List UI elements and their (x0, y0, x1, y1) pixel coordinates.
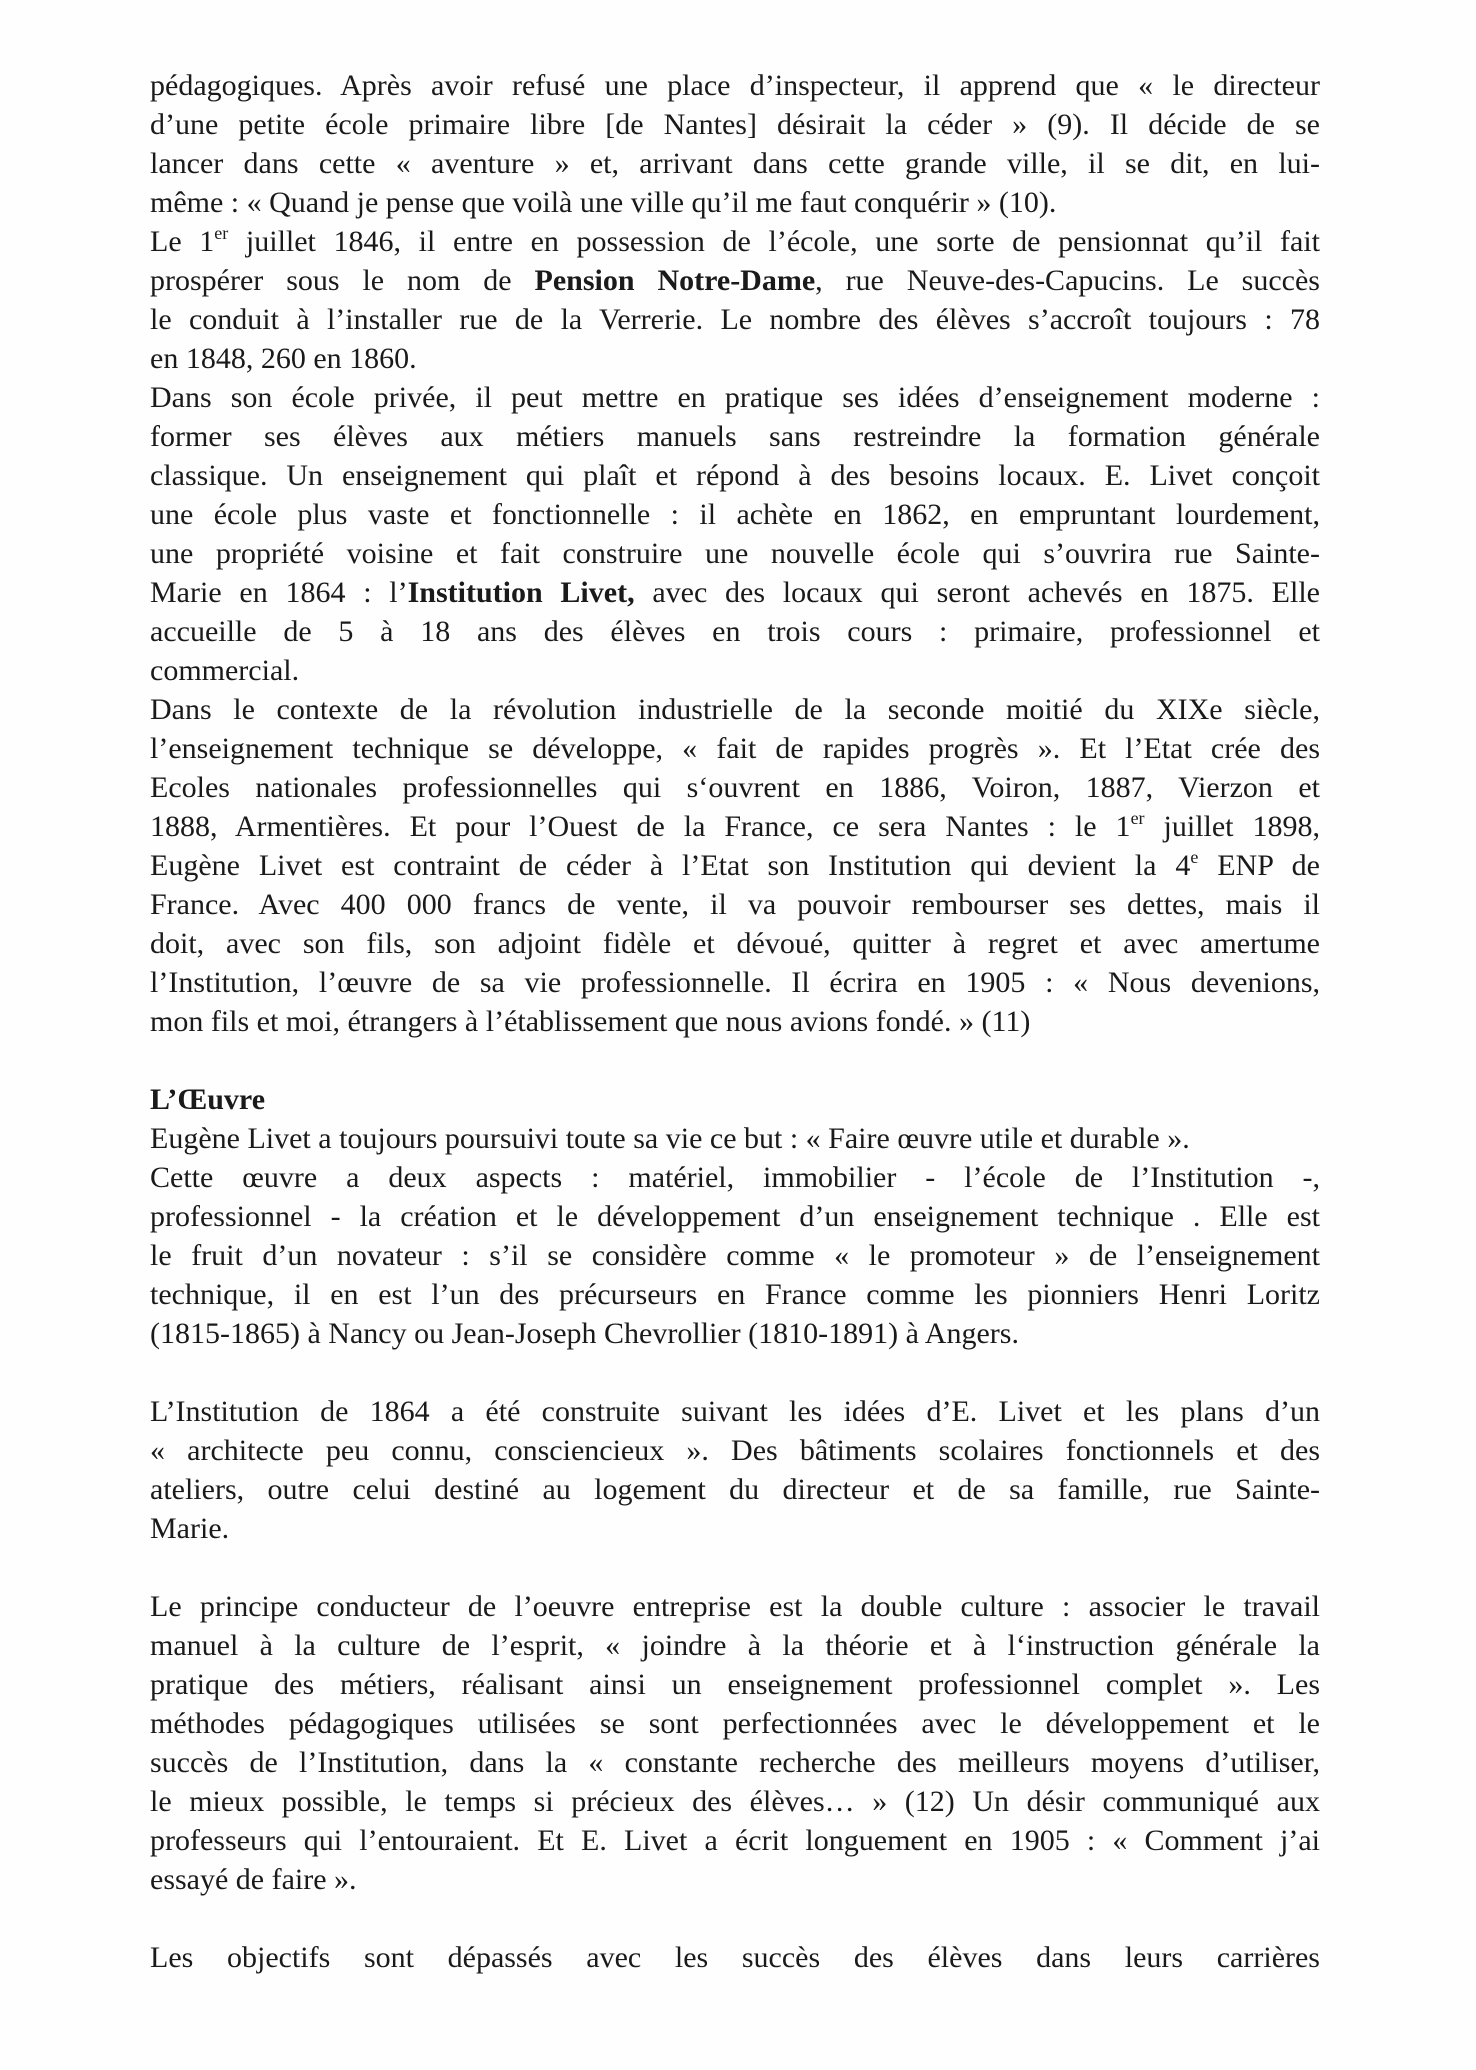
text-line: classique. Un enseignement qui plaît et répond à des besoins locaux. E. Livet conçoit (150, 459, 1320, 492)
text-line: essayé de faire ». (150, 1863, 357, 1896)
text-span: juillet 1846, il entre en possession de l’école, une sorte de pensionnat qu’il fait (228, 225, 1320, 258)
superscript: er (214, 223, 229, 243)
paragraph-4 (150, 690, 1320, 1041)
text-line: ateliers, outre celui destiné au logement du directeur et de sa famille, rue Sainte- (150, 1473, 1320, 1506)
paragraph-6 (150, 1392, 1320, 1548)
superscript: er (1130, 808, 1145, 828)
text-line: technique, il en est l’un des précurseurs en France comme les pionniers Henri Loritz (150, 1278, 1320, 1311)
paragraph-2 (150, 222, 1320, 378)
paragraph-gap (150, 1548, 1320, 1587)
paragraph-gap (150, 1041, 1320, 1080)
bold-name: Pension Notre-Dame (534, 264, 816, 297)
paragraph-gap (150, 1353, 1320, 1392)
text-line: Le principe conducteur de l’oeuvre entreprise est la double culture : associer le travail (150, 1590, 1320, 1623)
bold-name: Institution Livet, (407, 576, 635, 609)
paragraph-7 (150, 1587, 1320, 1899)
text-line: lancer dans cette « aventure » et, arrivant dans cette grande ville, il se dit, en lui- (150, 147, 1320, 180)
text-line: Cette œuvre a deux aspects : matériel, immobilier - l’école de l’Institution -, (150, 1161, 1320, 1194)
text-line: le conduit à l’installer rue de la Verrerie. Le nombre des élèves s’accroît toujours : 78 (150, 303, 1320, 336)
text-line: Marie. (150, 1512, 230, 1545)
text-line: l’enseignement technique se développe, « fait de rapides progrès ». Et l’Etat crée des (150, 732, 1320, 765)
text-span: 1888, Armentières. Et pour l’Ouest de la France, ce sera Nantes : le 1 (150, 810, 1131, 843)
text-line: le fruit d’un novateur : s’il se considère comme « le promoteur » de l’enseignement (150, 1239, 1320, 1272)
text-line: succès de l’Institution, dans la « constante recherche des meilleurs moyens d’utiliser, (150, 1746, 1320, 1779)
section-heading: L’Œuvre (150, 1083, 266, 1116)
text-line: une école plus vaste et fonctionnelle : il achète en 1862, en empruntant lourdement, (150, 498, 1320, 531)
text-line: professionnel - la création et le développement d’un enseignement technique . Elle est (150, 1200, 1320, 1233)
text-span: prospérer sous le nom de (150, 264, 535, 297)
text-line: doit, avec son fils, son adjoint fidèle et dévoué, quitter à regret et avec amertume (150, 927, 1320, 960)
text-line: accueille de 5 à 18 ans des élèves en trois cours : primaire, professionnel et (150, 615, 1320, 648)
text-span: avec des locaux qui seront achevés en 1875. Elle (634, 576, 1320, 609)
text-line: manuel à la culture de l’esprit, « joindre à la théorie et à l‘instruction générale la (150, 1629, 1320, 1662)
paragraph-3 (150, 378, 1320, 690)
text-line (150, 261, 1320, 300)
text-line: Dans le contexte de la révolution industrielle de la seconde moitié du XIXe siècle, (150, 693, 1320, 726)
text-line: Dans son école privée, il peut mettre en pratique ses idées d’enseignement moderne : (150, 381, 1320, 414)
text-span: , rue Neuve-des-Capucins. Le succès (815, 264, 1320, 297)
document-body (150, 66, 1320, 1977)
text-line: Ecoles nationales professionnelles qui s‘ouvrent en 1886, Voiron, 1887, Vierzon et (150, 771, 1320, 804)
text-line: professeurs qui l’entouraient. Et E. Livet a écrit longuement en 1905 : « Comment j’ai (150, 1824, 1320, 1857)
text-line: commercial. (150, 654, 300, 687)
text-line: France. Avec 400 000 francs de vente, il va pouvoir rembourser ses dettes, mais il (150, 888, 1320, 921)
text-line: mon fils et moi, étrangers à l’établissement que nous avions fondé. » (11) (150, 1005, 1031, 1038)
text-line (150, 807, 1320, 846)
text-line: « architecte peu connu, consciencieux ». Des bâtiments scolaires fonctionnels et des (150, 1434, 1320, 1467)
paragraph-1 (150, 66, 1320, 222)
text-line: le mieux possible, le temps si précieux des élèves… » (12) Un désir communiqué aux (150, 1785, 1320, 1818)
paragraph-8 (150, 1938, 1320, 1977)
text-span: Marie en 1864 : l’ (150, 576, 408, 609)
text-span: Eugène Livet est contraint de céder à l’Etat son Institution qui devient la 4 (150, 849, 1191, 882)
text-line (150, 222, 1320, 261)
text-line: pratique des métiers, réalisant ainsi un enseignement professionnel complet ». Les (150, 1668, 1320, 1701)
text-span: Le 1 (150, 225, 215, 258)
text-line (150, 573, 1320, 612)
text-span: ENP de (1198, 849, 1320, 882)
paragraph-gap (150, 1899, 1320, 1938)
text-line: L’Institution de 1864 a été construite suivant les idées d’E. Livet et les plans d’un (150, 1395, 1320, 1428)
text-line: même : « Quand je pense que voilà une ville qu’il me faut conquérir » (10). (150, 186, 1057, 219)
text-span: juillet 1898, (1144, 810, 1320, 843)
paragraph-5 (150, 1119, 1320, 1353)
text-line: former ses élèves aux métiers manuels sans restreindre la formation générale (150, 420, 1320, 453)
text-line: méthodes pédagogiques utilisées se sont perfectionnées avec le développement et le (150, 1707, 1320, 1740)
text-line: Les objectifs sont dépassés avec les succès des élèves dans leurs carrières (150, 1941, 1320, 1974)
text-line: Eugène Livet a toujours poursuivi toute sa vie ce but : « Faire œuvre utile et durable ». (150, 1122, 1190, 1155)
text-line: en 1848, 260 en 1860. (150, 342, 417, 375)
text-line: (1815-1865) à Nancy ou Jean-Joseph Chevrollier (1810-1891) à Angers. (150, 1317, 1019, 1350)
text-line: une propriété voisine et fait construire une nouvelle école qui s’ouvrira rue Sainte- (150, 537, 1320, 570)
text-line: l’Institution, l’œuvre de sa vie professionnelle. Il écrira en 1905 : « Nous devenions, (150, 966, 1320, 999)
text-line (150, 846, 1320, 885)
superscript: e (1190, 847, 1199, 867)
text-line: pédagogiques. Après avoir refusé une place d’inspecteur, il apprend que « le directeur (150, 69, 1320, 102)
text-line: d’une petite école primaire libre [de Nantes] désirait la céder » (9). Il décide de se (150, 108, 1320, 141)
